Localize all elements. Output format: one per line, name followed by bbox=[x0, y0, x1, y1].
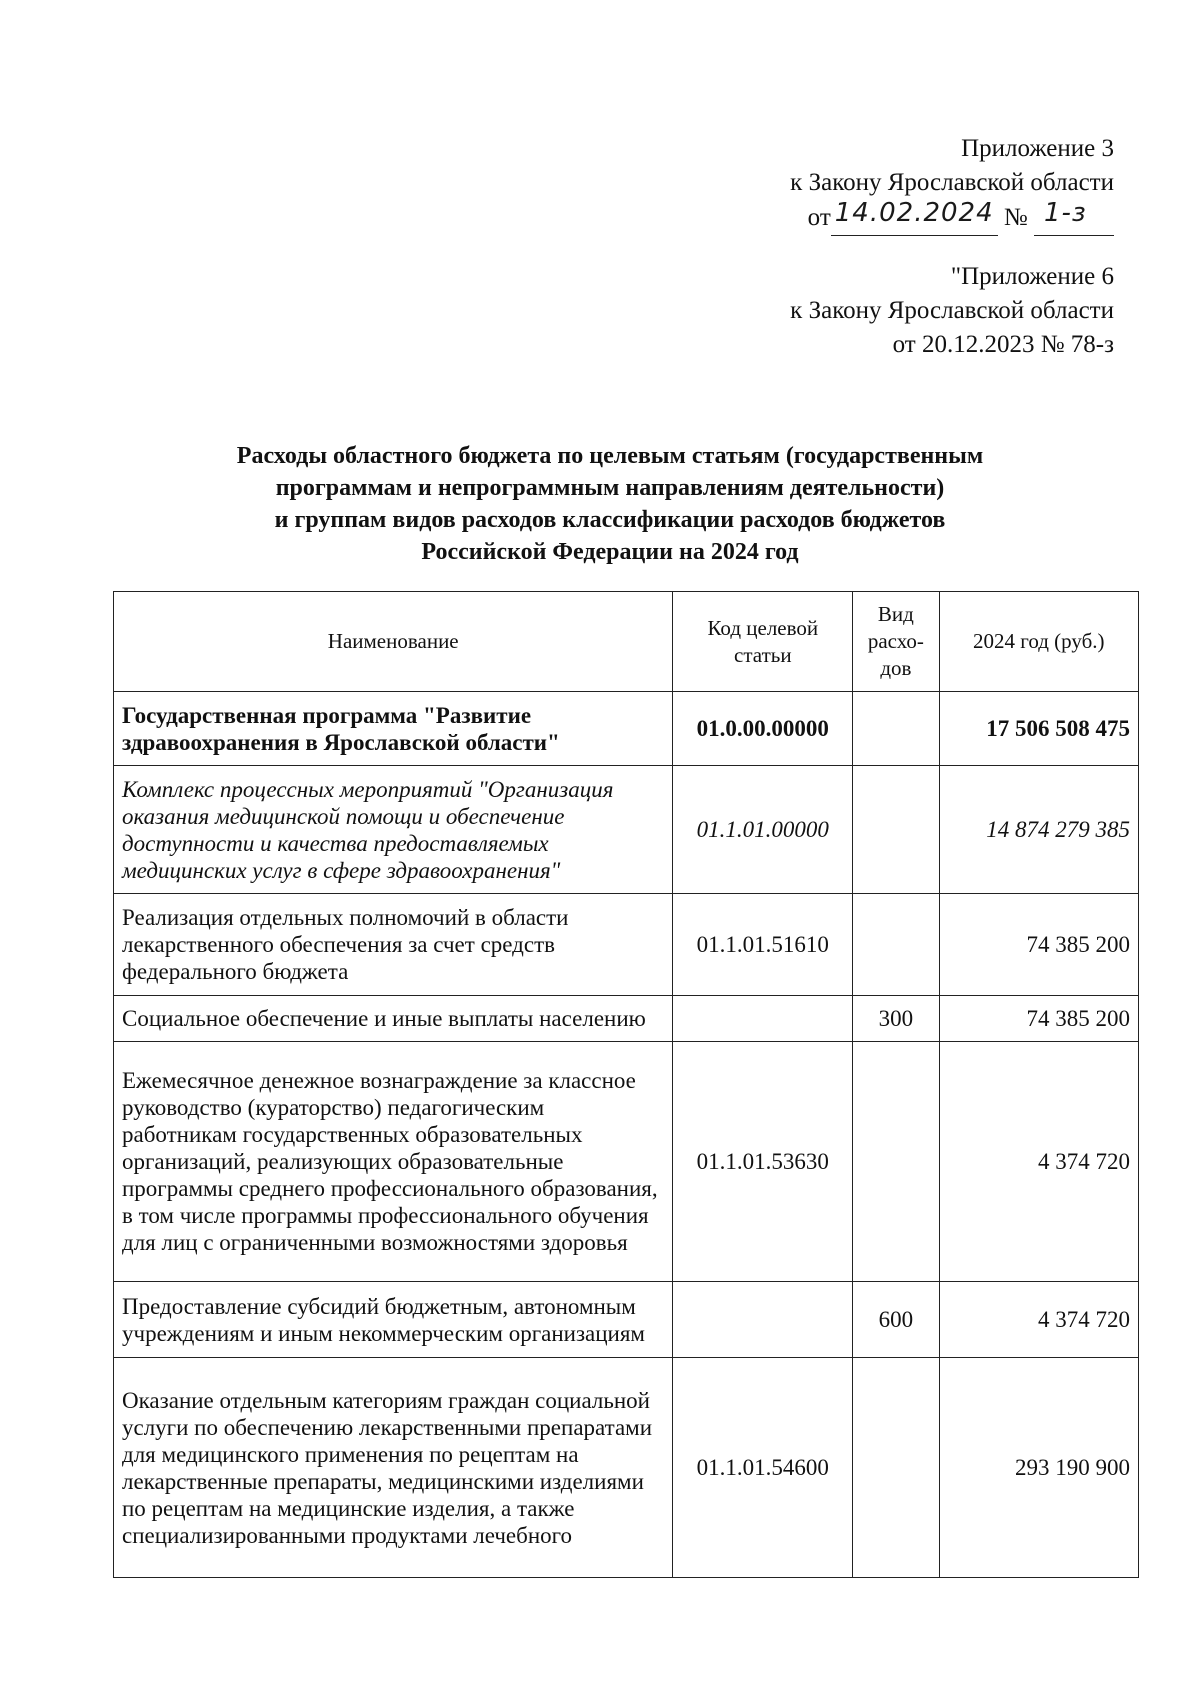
row-sum: 74 385 200 bbox=[939, 894, 1138, 996]
table-row bbox=[114, 1042, 1139, 1282]
row-code bbox=[673, 996, 853, 1042]
row-name: Предоставление субсидий бюджетным, автономным учреждениям и иным некоммерческим организациям bbox=[114, 1282, 673, 1358]
row-sum: 4 374 720 bbox=[939, 1282, 1138, 1358]
table-row bbox=[114, 1282, 1139, 1358]
number-field bbox=[1034, 200, 1114, 236]
header-name: Наименование bbox=[114, 592, 673, 692]
handwritten-date: 14.02.2024 bbox=[834, 198, 994, 228]
prev-appendix-law: к Закону Ярославской области bbox=[790, 297, 1114, 324]
appendix-law: к Закону Ярославской области bbox=[790, 169, 1114, 196]
row-sum: 17 506 508 475 bbox=[939, 692, 1138, 766]
table-row bbox=[114, 766, 1139, 894]
row-kind bbox=[853, 1042, 939, 1282]
header-code: Код целевой статьи bbox=[673, 592, 853, 692]
table-row bbox=[114, 894, 1139, 996]
row-code: 01.1.01.54600 bbox=[673, 1358, 853, 1578]
row-kind bbox=[853, 766, 939, 894]
table-row bbox=[114, 692, 1139, 766]
number-prefix: № bbox=[1003, 204, 1028, 231]
row-code: 01.1.01.00000 bbox=[673, 766, 853, 894]
appendix-date-line bbox=[554, 200, 1114, 240]
row-name: Реализация отдельных полномочий в области лекарственного обеспечения за счет средств федерального бюджета bbox=[114, 894, 673, 996]
row-code: 01.0.00.00000 bbox=[673, 692, 853, 766]
row-sum: 14 874 279 385 bbox=[939, 766, 1138, 894]
row-kind: 600 bbox=[853, 1282, 939, 1358]
row-sum: 4 374 720 bbox=[939, 1042, 1138, 1282]
table-row bbox=[114, 1358, 1139, 1578]
row-kind bbox=[853, 894, 939, 996]
title-line-2: программам и непрограммным направлениям деятельности) bbox=[275, 475, 945, 501]
title-line-1: Расходы областного бюджета по целевым статьям (государственным bbox=[236, 443, 984, 469]
row-code: 01.1.01.53630 bbox=[673, 1042, 853, 1282]
prev-appendix-number: "Приложение 6 bbox=[950, 263, 1114, 290]
handwritten-number: 1-з bbox=[1044, 198, 1087, 228]
appendix-number: Приложение 3 bbox=[961, 135, 1114, 162]
row-kind bbox=[853, 692, 939, 766]
title-line-3: и группам видов расходов классификации расходов бюджетов bbox=[274, 507, 946, 533]
title-line-4: Российской Федерации на 2024 год bbox=[421, 539, 799, 565]
row-name: Комплекс процессных мероприятий "Организация оказания медицинской помощи и обеспечение доступности и качества предоставляемых медицинских услуг в сфере здравоохранения" bbox=[114, 766, 673, 894]
header-sum: 2024 год (руб.) bbox=[939, 592, 1138, 692]
table-row bbox=[114, 996, 1139, 1042]
row-name: Оказание отдельным категориям граждан социальной услуги по обеспечению лекарственными препаратами для медицинского применения по рецептам на лекарственные препараты, медицинскими изделиями по рецептам на медицинские изделия, а также специализированными продуктами лечебного bbox=[114, 1358, 673, 1578]
row-code bbox=[673, 1282, 853, 1358]
row-name: Социальное обеспечение и иные выплаты населению bbox=[114, 996, 673, 1042]
document-title bbox=[150, 440, 1070, 568]
table-header-row bbox=[114, 592, 1139, 692]
row-sum: 293 190 900 bbox=[939, 1358, 1138, 1578]
row-kind: 300 bbox=[853, 996, 939, 1042]
row-code: 01.1.01.51610 bbox=[673, 894, 853, 996]
row-sum: 74 385 200 bbox=[939, 996, 1138, 1042]
date-prefix: от bbox=[807, 204, 831, 231]
row-name: Ежемесячное денежное вознаграждение за классное руководство (кураторство) педагогическим работникам государственных образовательных организаций, реализующих образовательные программы среднего профессионального образования, в том числе программы профессионального обучения для лиц с ограниченными возможностями здоровья bbox=[114, 1042, 673, 1282]
budget-table bbox=[113, 591, 1139, 1578]
row-kind bbox=[853, 1358, 939, 1578]
row-name: Государственная программа "Развитие здравоохранения в Ярославской области" bbox=[114, 692, 673, 766]
appendix-header bbox=[554, 132, 1114, 362]
date-field bbox=[831, 200, 998, 236]
prev-appendix-date: от 20.12.2023 № 78-з bbox=[892, 331, 1114, 358]
header-kind: Вид расхо-дов bbox=[853, 592, 939, 692]
